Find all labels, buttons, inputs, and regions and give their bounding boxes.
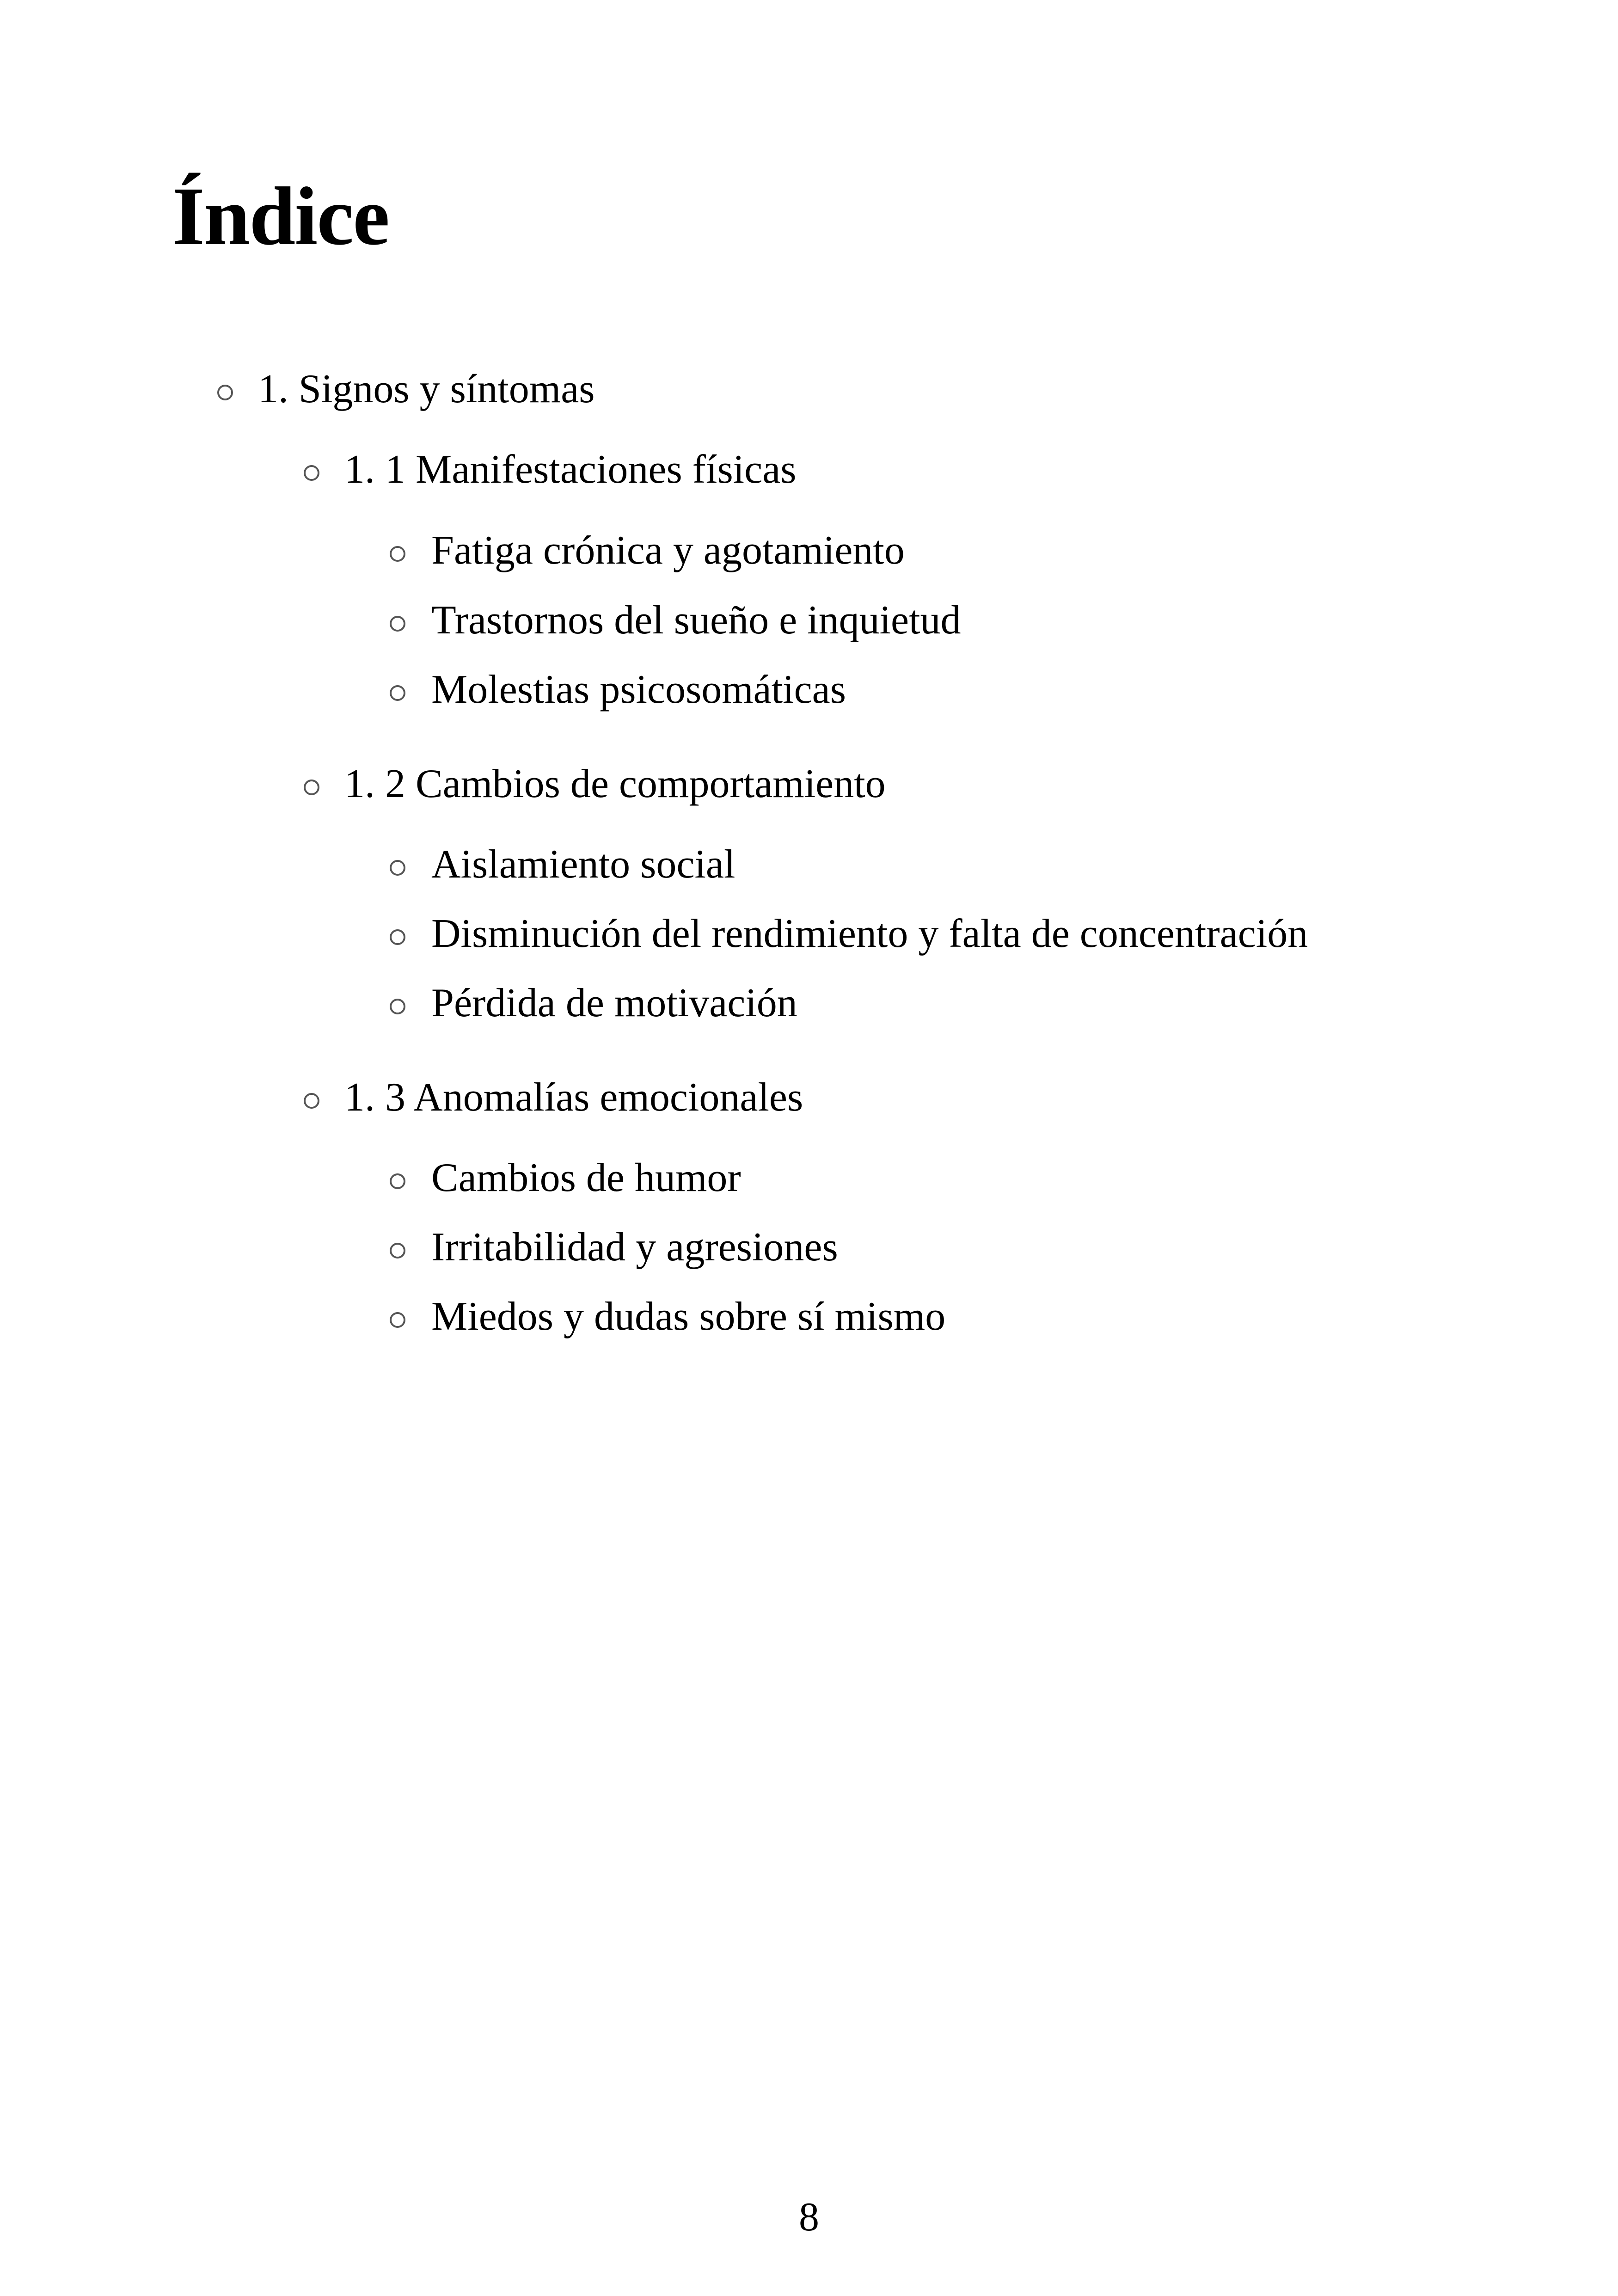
toc-item[interactable] xyxy=(390,600,961,641)
toc-item[interactable] xyxy=(390,1155,741,1200)
hollow-circle-bullet-icon xyxy=(390,616,405,632)
hollow-circle-bullet-icon xyxy=(217,385,233,400)
toc-item-label: Aislamiento social xyxy=(431,842,735,887)
toc-item-label: Cambios de humor xyxy=(431,1155,741,1200)
toc-subsection-label: 1. 2 Cambios de comportamiento xyxy=(344,761,886,806)
hollow-circle-bullet-icon xyxy=(390,546,405,562)
hollow-circle-bullet-icon xyxy=(390,1173,405,1189)
toc-item-label: Molestias psicosomáticas xyxy=(431,667,846,712)
toc-item[interactable] xyxy=(390,911,1308,956)
toc-subsection-label: 1. 1 Manifestaciones físicas xyxy=(344,447,797,492)
toc-item[interactable] xyxy=(390,983,797,1024)
toc-item-label: Fatiga crónica y agotamiento xyxy=(431,528,905,573)
toc-item-label: Irritabilidad y agresiones xyxy=(431,1225,838,1270)
toc-item-label: Trastornos del sueño e inquietud xyxy=(431,598,961,643)
hollow-circle-bullet-icon xyxy=(304,465,319,481)
hollow-circle-bullet-icon xyxy=(304,780,319,795)
toc-item[interactable] xyxy=(390,669,846,710)
toc-subsection-1-2[interactable] xyxy=(304,761,886,806)
toc-item[interactable] xyxy=(390,1227,838,1268)
toc-item[interactable] xyxy=(390,530,905,571)
toc-item-label: Miedos y dudas sobre sí mismo xyxy=(431,1294,946,1339)
hollow-circle-bullet-icon xyxy=(390,685,405,701)
toc-subsection-1-1[interactable] xyxy=(304,449,797,490)
toc-subsection-1-3[interactable] xyxy=(304,1077,803,1118)
toc-item[interactable] xyxy=(390,844,735,885)
hollow-circle-bullet-icon xyxy=(390,1312,405,1328)
toc-subsection-label: 1. 3 Anomalías emocionales xyxy=(344,1075,803,1120)
hollow-circle-bullet-icon xyxy=(304,1093,319,1109)
hollow-circle-bullet-icon xyxy=(390,929,405,945)
toc-item[interactable] xyxy=(390,1296,945,1337)
toc-section-label: 1. Signos y síntomas xyxy=(258,367,595,411)
hollow-circle-bullet-icon xyxy=(390,1243,405,1259)
toc-item-label: Pérdida de motivación xyxy=(431,981,797,1025)
toc-item-label: Disminución del rendimiento y falta de concentración xyxy=(431,911,1308,956)
hollow-circle-bullet-icon xyxy=(390,999,405,1014)
page-title: Índice xyxy=(172,170,389,262)
hollow-circle-bullet-icon xyxy=(390,860,405,876)
toc-section-1[interactable] xyxy=(217,369,595,410)
page-number: 8 xyxy=(799,2195,819,2240)
